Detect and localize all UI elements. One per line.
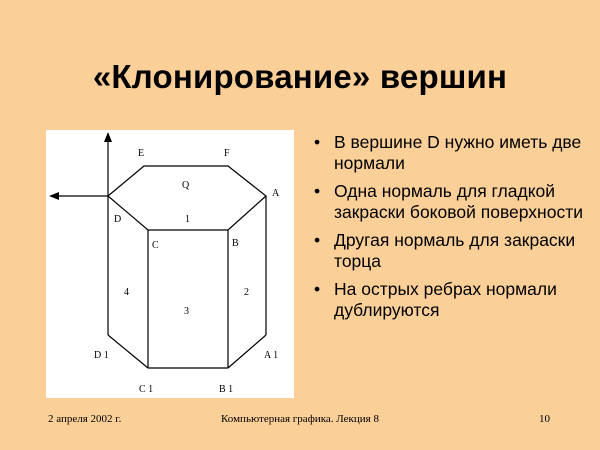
bullet-item xyxy=(310,132,595,174)
vertex-label-c: C xyxy=(152,240,159,251)
bullet-list xyxy=(310,132,595,328)
vertex-label-a: A xyxy=(272,188,280,199)
bullet-dot: • xyxy=(314,132,321,152)
normal-up-arrowhead xyxy=(104,132,112,142)
vertex-label-c1: C 1 xyxy=(139,384,154,395)
face-label-front-top: 1 xyxy=(185,214,190,225)
slide-title: «Клонирование» вершин xyxy=(92,58,508,95)
bullet-dot: • xyxy=(314,230,321,250)
face-label-top: Q xyxy=(182,180,190,191)
normal-left-arrowhead xyxy=(49,192,59,200)
footer-page-number: 10 xyxy=(539,413,550,425)
vertex-label-f: F xyxy=(224,148,230,159)
hexagonal-prism-figure xyxy=(46,130,294,398)
footer-course: Компьютерная графика. Лекция 8 xyxy=(221,413,379,425)
face-label-front: 3 xyxy=(184,306,189,317)
bullet-item xyxy=(310,181,595,223)
bullet-item xyxy=(310,279,595,321)
vertex-label-d: D xyxy=(114,214,122,225)
vertex-label-e: E xyxy=(138,148,145,159)
face-label-left: 4 xyxy=(124,287,129,298)
bullet-text: В вершине D нужно иметь две нормали xyxy=(334,132,582,173)
edge-b1-a1 xyxy=(228,335,266,368)
bullet-text: Одна нормаль для гладкой закраски боковой поверхности xyxy=(334,181,583,222)
bullet-dot: • xyxy=(314,279,321,299)
vertex-label-b: B xyxy=(232,238,239,249)
vertex-label-d1: D 1 xyxy=(94,350,109,361)
edge-d1-c1 xyxy=(108,335,148,368)
footer-date: 2 апреля 2002 г. xyxy=(48,413,122,425)
bullet-text: На острых ребрах нормали дублируются xyxy=(334,279,557,320)
vertex-label-a1: A 1 xyxy=(264,350,279,361)
bullet-dot: • xyxy=(314,181,321,201)
face-label-right: 2 xyxy=(244,287,249,298)
prism-diagram xyxy=(46,130,294,398)
bullet-item xyxy=(310,230,595,272)
vertex-label-b1: B 1 xyxy=(219,384,234,395)
bullet-text: Другая нормаль для закраски торца xyxy=(334,230,576,271)
